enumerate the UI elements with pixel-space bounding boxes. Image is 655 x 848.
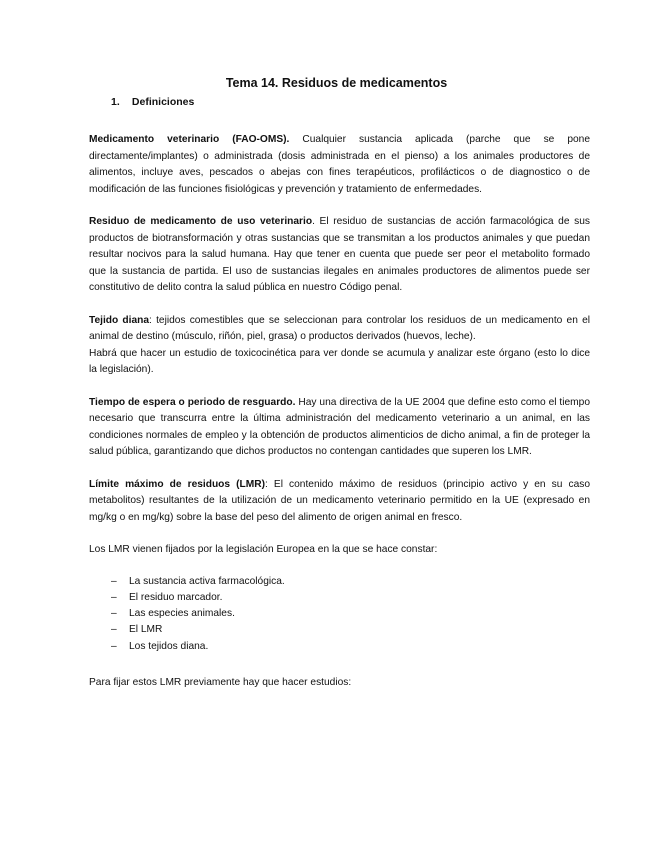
definition-tejido-diana: : tejidos comestibles que se seleccionan para controlar los residuos de un medicamento en el animal de destino (músculo, riñón, piel, grasa) o productos derivados (huevos, leche). [89, 314, 590, 342]
lmr-list [89, 574, 590, 655]
list-item: – Las especies animales. [89, 606, 590, 622]
list-item: – La sustancia activa farmacológica. [89, 574, 590, 590]
paragraph-tiempo-espera [89, 395, 590, 461]
definition-residuo: . El residuo de sustancias de acción farmacológica de sus productos de biotransformación y otras sustancias que se transmitan a los productos animales y que puedan resultar nocivos para la salud humana. Hay que tener en cuenta que puede ser peor el metabolito formado que la sustancia de partida. El uso de sustancias ilegales en animales productores de alimentos puede ser constitutivo de delito contra la salud pública en nuestro Código penal. [89, 216, 590, 293]
definition-medicamento: Cualquier sustancia aplicada (parche que se pone directamente/implantes) o administrada (dosis administrada en el pienso) a los animales productores de alimentos, incluye aves, pescados o abejas con fines terapéuticos, profilácticos o de diagnostico o de modificación de las funciones fisiológicas y prevención y tratamiento de enfermedades. [89, 134, 590, 195]
term-tejido-diana: Tejido diana [89, 314, 150, 326]
term-lmr: Límite máximo de residuos (LMR) [89, 478, 265, 490]
paragraph-residuo [89, 214, 590, 297]
dash-marker: – [111, 575, 117, 587]
document-title: Tema 14. Residuos de medicamentos [225, 76, 448, 90]
studies-intro: Para fijar estos LMR previamente hay que hacer estudios: [89, 676, 352, 688]
lmr-intro: Los LMR vienen fijados por la legislación Europea en la que se hace constar: [89, 544, 438, 555]
definition-tiempo-espera: Hay una directiva de la UE 2004 que define esto como el tiempo necesario que transcurra entre la última administración del medicamento veterinario a un animal, en las condiciones normales de empleo y la obtención de productos alimenticios de dicho animal, a fin de proteger la salud pública, garantizando que dichos productos no contengan cantidades que superen los LMR. [89, 396, 590, 457]
dash-marker: – [111, 591, 117, 603]
list-item: – Los tejidos diana. [89, 639, 590, 655]
term-medicamento: Medicamento veterinario (FAO-OMS). [89, 134, 290, 145]
section-number: 1. [111, 96, 120, 108]
dash-marker: – [111, 624, 117, 636]
paragraph-medicamento [89, 132, 590, 198]
definition-lmr: : El contenido máximo de residuos (principio activo y en su caso metabolitos) resultantes de la utilización de un medicamento veterinario permitido en la UE (expresado en mg/kg o en mg/kg) sobre la base del peso del alimento de origen animal en fresco. [89, 478, 591, 523]
section-heading [111, 96, 590, 108]
paragraph-tejido-diana [89, 313, 590, 379]
term-tiempo-espera: Tiempo de espera o periodo de resguardo. [89, 396, 296, 408]
paragraph-lmr [89, 477, 590, 527]
dash-marker: – [111, 640, 117, 652]
dash-marker: – [111, 608, 117, 620]
list-item: – El LMR [89, 622, 590, 638]
section-label: Definiciones [131, 96, 195, 108]
tejido-diana-note: Habrá que hacer un estudio de toxicocinética para ver donde se acumula y analizar este órgano (esto lo dice la legislación). [89, 347, 590, 375]
list-item: – El residuo marcador. [89, 590, 590, 606]
term-residuo: Residuo de medicamento de uso veterinario [89, 216, 313, 227]
